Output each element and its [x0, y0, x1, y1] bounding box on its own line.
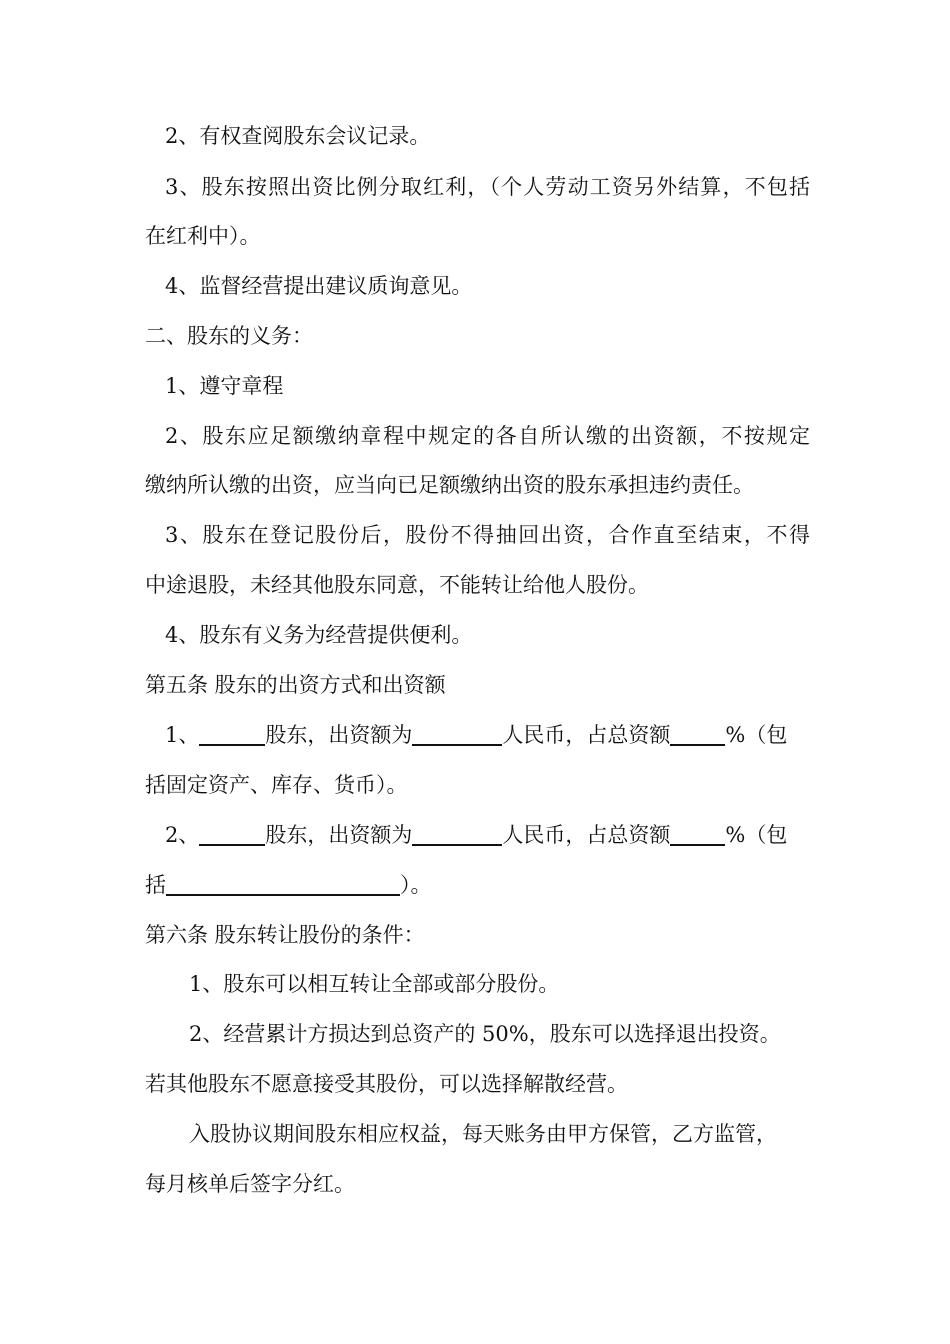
transfer-item-2: 2、经营累计方损达到总资产的 50%，股东可以选择退出投资。	[189, 1022, 781, 1046]
shareholder-name-blank-1[interactable]	[199, 724, 265, 746]
contribution-1-prefix: 1、	[165, 723, 200, 747]
contribution-2-cont-prefix: 括	[145, 873, 166, 897]
contribution-2-cont	[145, 870, 810, 900]
amount-blank-1[interactable]	[412, 724, 502, 746]
percent-blank-2[interactable]	[670, 824, 725, 846]
percent-blank-1[interactable]	[670, 724, 725, 746]
contribution-2-prefix: 2、	[165, 823, 200, 847]
article-5-heading: 第五条 股东的出资方式和出资额	[145, 673, 446, 697]
contribution-2-text-1: 股东，出资额为	[265, 823, 413, 847]
duty-item-3: 3、股东在登记股份后，股份不得抽回出资，合作直至结束，不得	[165, 523, 810, 547]
duty-item-2: 2、股东应足额缴纳章程中规定的各自所认缴的出资额，不按规定	[165, 424, 810, 448]
article-6-heading: 第六条 股东转让股份的条件：	[145, 923, 425, 947]
duty-item-4: 4、股东有义务为经营提供便利。	[165, 623, 473, 647]
transfer-item-2-cont: 若其他股东不愿意接受其股份，可以选择解散经营。	[145, 1072, 628, 1096]
section-heading-duties: 二、股东的义务：	[145, 324, 313, 348]
right-item-4: 4、监督经营提出建议质询意见。	[165, 274, 473, 298]
contribution-1-text-2: 人民币，占总资额	[502, 723, 671, 747]
contribution-1	[165, 720, 830, 750]
duty-item-3-cont: 中途退股，未经其他股东同意，不能转让给他人股份。	[145, 573, 649, 597]
contribution-1-cont: 括固定资产、库存、货币）。	[145, 773, 408, 797]
contribution-1-text-1: 股东，出资额为	[265, 723, 413, 747]
right-item-2: 2、有权查阅股东会议记录。	[165, 124, 431, 148]
assets-detail-blank[interactable]	[166, 874, 400, 896]
right-item-3-cont: 在红利中）。	[145, 224, 261, 248]
duty-item-2-cont: 缴纳所认缴的出资，应当向已足额缴纳出资的股东承担违约责任。	[145, 473, 754, 497]
contribution-2	[165, 820, 830, 850]
right-item-3: 3、股东按照出资比例分取红利，（个人劳动工资另外结算，不包括	[165, 175, 810, 199]
amount-blank-2[interactable]	[412, 824, 502, 846]
contribution-2-cont-suffix: ）。	[400, 873, 432, 897]
transfer-item-1: 1、股东可以相互转让全部或部分股份。	[189, 972, 560, 996]
closing-paragraph: 入股协议期间股东相应权益，每天账务由甲方保管，乙方监管，	[189, 1122, 777, 1146]
shareholder-name-blank-2[interactable]	[199, 824, 265, 846]
contribution-2-text-2: 人民币，占总资额	[502, 823, 671, 847]
contribution-1-text-3: %（包	[725, 723, 788, 747]
contribution-2-text-3: %（包	[725, 823, 788, 847]
closing-paragraph-cont: 每月核单后签字分红。	[145, 1172, 355, 1196]
duty-item-1: 1、遵守章程	[165, 374, 284, 398]
